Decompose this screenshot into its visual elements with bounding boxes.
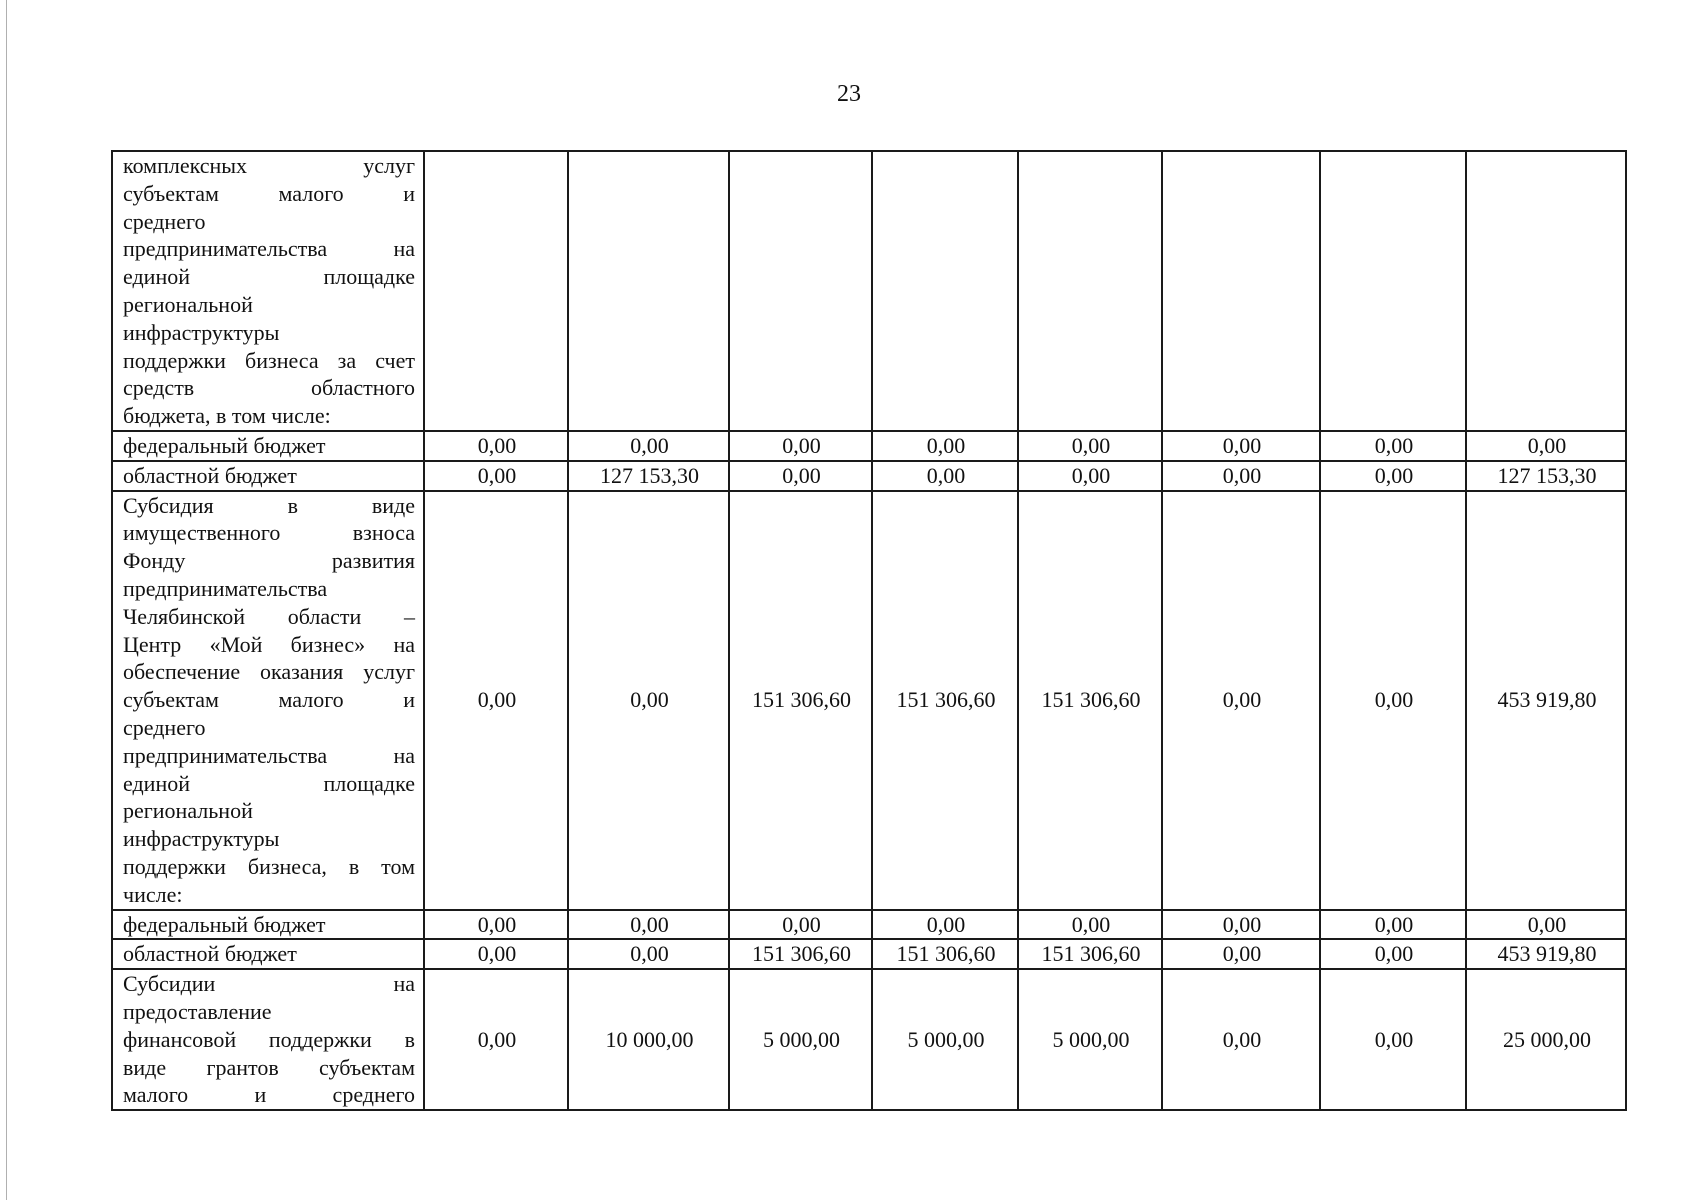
value-cell: 0,00 <box>729 910 872 940</box>
value-cell <box>1162 151 1320 431</box>
value-cell <box>424 151 568 431</box>
description-line: Субсидия в виде <box>123 492 415 518</box>
value-cell: 0,00 <box>1320 969 1466 1110</box>
table-row <box>112 461 1626 491</box>
value-cell: 0,00 <box>424 910 568 940</box>
value-cell: 0,00 <box>1162 939 1320 969</box>
value-cell: 0,00 <box>1320 939 1466 969</box>
value-cell: 25 000,00 <box>1466 969 1626 1110</box>
value-cell: 0,00 <box>424 461 568 491</box>
description-line: субъектам малого и <box>123 180 415 206</box>
description-line: региональной <box>123 798 253 824</box>
budget-table <box>111 150 1627 1111</box>
table-row <box>112 969 1626 1110</box>
description-line: среднего <box>123 714 206 740</box>
value-cell: 0,00 <box>1162 491 1320 910</box>
description-line: субъектам малого и <box>123 687 415 713</box>
value-cell: 0,00 <box>872 461 1018 491</box>
value-cell: 0,00 <box>424 491 568 910</box>
description-line: среднего <box>123 208 206 234</box>
description-line: Субсидии на <box>123 971 415 997</box>
description-line: региональной <box>123 291 253 317</box>
description-line: инфраструктуры <box>123 826 280 852</box>
description-line: единой площадке <box>123 770 415 796</box>
value-cell <box>568 151 729 431</box>
table-body <box>112 151 1626 1110</box>
row-description <box>112 461 424 491</box>
value-cell: 151 306,60 <box>1018 939 1162 969</box>
description-line: областной бюджет <box>123 462 297 488</box>
row-description <box>112 431 424 461</box>
value-cell <box>872 151 1018 431</box>
table-row <box>112 151 1626 431</box>
value-cell: 0,00 <box>872 431 1018 461</box>
row-description <box>112 939 424 969</box>
value-cell: 0,00 <box>1162 431 1320 461</box>
value-cell: 0,00 <box>729 431 872 461</box>
value-cell: 0,00 <box>872 910 1018 940</box>
description-line: имущественного взноса <box>123 520 415 546</box>
value-cell: 151 306,60 <box>729 491 872 910</box>
row-description <box>112 151 424 431</box>
value-cell: 0,00 <box>1162 910 1320 940</box>
description-line: федеральный бюджет <box>123 432 326 458</box>
description-line: предпринимательства <box>123 575 328 601</box>
value-cell <box>1018 151 1162 431</box>
table-row <box>112 491 1626 910</box>
value-cell: 453 919,80 <box>1466 491 1626 910</box>
description-line: федеральный бюджет <box>123 911 326 937</box>
description-line: инфраструктуры <box>123 319 280 345</box>
value-cell: 0,00 <box>1018 431 1162 461</box>
value-cell: 0,00 <box>568 910 729 940</box>
description-line: бюджета, в том числе: <box>123 403 331 429</box>
description-line: Фонду развития <box>123 548 415 574</box>
value-cell <box>1466 151 1626 431</box>
description-line: числе: <box>123 881 183 907</box>
value-cell: 0,00 <box>1320 461 1466 491</box>
row-description <box>112 491 424 910</box>
value-cell: 5 000,00 <box>1018 969 1162 1110</box>
description-line: финансовой поддержки в <box>123 1026 415 1052</box>
row-description <box>112 910 424 940</box>
value-cell: 0,00 <box>1466 910 1626 940</box>
description-line: поддержки бизнеса за счет <box>123 347 415 373</box>
table-row <box>112 910 1626 940</box>
value-cell: 127 153,30 <box>568 461 729 491</box>
value-cell: 0,00 <box>568 431 729 461</box>
value-cell: 0,00 <box>1018 461 1162 491</box>
description-line: малого и среднего <box>123 1082 415 1108</box>
value-cell: 0,00 <box>424 431 568 461</box>
table-row <box>112 431 1626 461</box>
value-cell: 0,00 <box>424 939 568 969</box>
value-cell: 151 306,60 <box>872 491 1018 910</box>
description-line: областной бюджет <box>123 941 297 967</box>
description-line: предоставление <box>123 998 272 1024</box>
row-description <box>112 969 424 1110</box>
value-cell: 0,00 <box>1162 461 1320 491</box>
value-cell: 0,00 <box>1466 431 1626 461</box>
page-left-edge <box>6 0 7 1200</box>
value-cell: 0,00 <box>1320 431 1466 461</box>
value-cell: 0,00 <box>1320 491 1466 910</box>
value-cell <box>729 151 872 431</box>
value-cell: 453 919,80 <box>1466 939 1626 969</box>
value-cell: 10 000,00 <box>568 969 729 1110</box>
value-cell: 0,00 <box>568 939 729 969</box>
description-line: Центр «Мой бизнес» на <box>123 631 415 657</box>
value-cell: 0,00 <box>1018 910 1162 940</box>
value-cell: 151 306,60 <box>1018 491 1162 910</box>
description-line: виде грантов субъектам <box>123 1054 415 1080</box>
value-cell: 0,00 <box>424 969 568 1110</box>
value-cell: 0,00 <box>729 461 872 491</box>
description-line: предпринимательства на <box>123 236 415 262</box>
value-cell: 151 306,60 <box>872 939 1018 969</box>
value-cell: 0,00 <box>568 491 729 910</box>
value-cell: 5 000,00 <box>872 969 1018 1110</box>
value-cell: 127 153,30 <box>1466 461 1626 491</box>
description-line: Челябинской области – <box>123 603 415 629</box>
description-line: поддержки бизнеса, в том <box>123 853 415 879</box>
description-line: средств областного <box>123 375 415 401</box>
value-cell: 5 000,00 <box>729 969 872 1110</box>
table-row <box>112 939 1626 969</box>
description-line: предпринимательства на <box>123 742 415 768</box>
page-number: 23 <box>837 81 861 107</box>
description-line: комплексных услуг <box>123 153 415 178</box>
value-cell <box>1320 151 1466 431</box>
value-cell: 151 306,60 <box>729 939 872 969</box>
value-cell: 0,00 <box>1162 969 1320 1110</box>
description-line: обеспечение оказания услуг <box>123 659 415 685</box>
description-line: единой площадке <box>123 264 415 290</box>
value-cell: 0,00 <box>1320 910 1466 940</box>
